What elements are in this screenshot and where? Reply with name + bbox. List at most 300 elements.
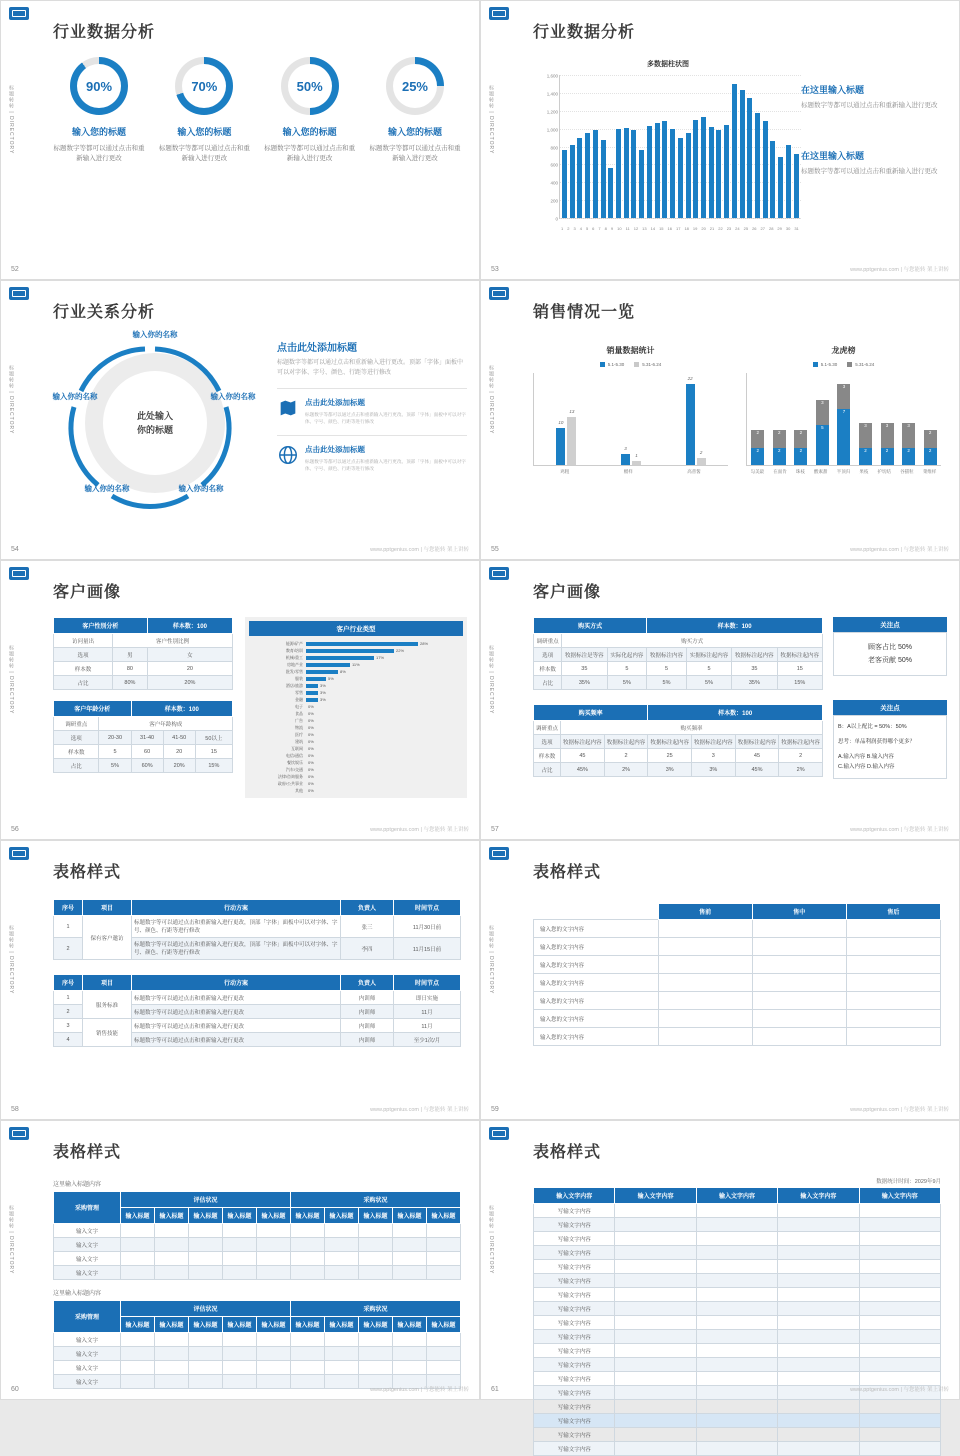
table-cell: 标题数字等可以通过点击和重新输入进行更改: [132, 1005, 341, 1019]
bar: [670, 129, 675, 218]
bar: [763, 121, 768, 218]
table-cell: 11月15日前: [394, 938, 461, 960]
box-body: [833, 632, 947, 676]
table-cell: [223, 1224, 257, 1238]
bar: [306, 677, 326, 681]
column-subheader: 输入标题: [359, 1208, 393, 1224]
column-subheader: 输入标题: [325, 1208, 359, 1224]
table-cell: [615, 1246, 696, 1260]
table-cell: [393, 1333, 427, 1347]
column-header: 序号: [54, 975, 83, 991]
bar-value: 3%: [320, 683, 326, 688]
bar: [306, 649, 394, 653]
x-tick: 18: [684, 226, 689, 231]
table-cell: 15%: [195, 759, 232, 773]
box-title: 关注点: [833, 700, 947, 715]
table-header: 客户性别分析: [54, 618, 148, 634]
table-cell: [615, 1232, 696, 1246]
x-tick: 13: [642, 226, 647, 231]
table-cell: [121, 1361, 155, 1375]
bar: [306, 691, 318, 695]
table-cell: [291, 1252, 325, 1266]
column-header: 评估状况: [121, 1301, 291, 1317]
table-row: [534, 1204, 941, 1218]
column-header: 时间节点: [394, 975, 461, 991]
table-cell: [846, 1028, 940, 1046]
table-cell: [778, 1260, 859, 1274]
center-line-1: 此处输入: [136, 411, 173, 421]
bar-row: [249, 752, 463, 759]
table-cell: 5: [647, 662, 687, 676]
table-cell: 内训师: [341, 1033, 394, 1047]
table-cell: [859, 1316, 940, 1330]
bar-label: 餐饮娱乐: [287, 759, 303, 765]
page-title: 行业数据分析: [53, 24, 156, 41]
segment: 2: [924, 448, 937, 465]
segment: 3: [902, 423, 915, 448]
table-cell: [155, 1333, 189, 1347]
column-subheader: 输入标题: [257, 1317, 291, 1333]
table-cell: 牧据标注起内容: [561, 735, 605, 749]
bar-label: 能源/矿产: [285, 640, 303, 646]
page-title: 表格样式: [533, 1144, 602, 1161]
column-header: 售后: [846, 904, 940, 920]
donut-item: [264, 57, 356, 164]
segment: 2: [794, 430, 807, 447]
table-cell: 输入文字: [54, 1252, 121, 1266]
table-cell: [223, 1347, 257, 1361]
side-label: 标题转转 | DIRECTORY: [8, 85, 14, 155]
x-tick: 26: [752, 226, 757, 231]
block-heading: 在这里输入标题: [801, 151, 865, 161]
table-cell: [325, 1252, 359, 1266]
table-cell: 李四: [341, 938, 394, 960]
bar: 22: [686, 384, 695, 465]
bar-label: 零售: [295, 689, 303, 695]
table-cell: [696, 1232, 777, 1246]
page-title: 行业数据分析: [533, 24, 636, 41]
purchase-table: [53, 1191, 461, 1280]
table-row: [534, 1274, 941, 1288]
table-cell: 实据标注起内容: [686, 648, 731, 662]
table-cell: [859, 1358, 940, 1372]
tables-column: [53, 617, 233, 773]
table-cell: 35: [562, 662, 607, 676]
table-cell: [696, 1358, 777, 1372]
column-header: 售前: [658, 904, 752, 920]
x-tick: 20: [701, 226, 706, 231]
table-cell: 牧据标注起内容: [604, 735, 648, 749]
x-tick: 11: [625, 226, 630, 231]
horizontal-bars: [249, 640, 463, 794]
bar: 2: [697, 458, 706, 465]
segment: 2: [794, 448, 807, 465]
y-tick: 600: [550, 162, 558, 168]
x-tick: 27: [760, 226, 765, 231]
table-cell: 20%: [163, 759, 195, 773]
column-subheader: 输入标题: [155, 1208, 189, 1224]
bar-row: [249, 724, 463, 731]
bar-value: 0%: [308, 718, 314, 723]
table-cell: 3: [54, 1019, 83, 1033]
table-cell: [615, 1218, 696, 1232]
table-cell: [752, 992, 846, 1010]
bar: [306, 656, 374, 660]
y-tick: 0: [555, 216, 558, 222]
table-cell: [189, 1252, 223, 1266]
table-row: [534, 1330, 941, 1344]
table-cell: 11月: [394, 1019, 461, 1033]
bar-row: [249, 731, 463, 738]
x-tick: 31: [794, 226, 799, 231]
bar-value: 0%: [308, 725, 314, 730]
table-cell: [223, 1333, 257, 1347]
bar: 1: [632, 461, 641, 465]
slide-54: [0, 280, 480, 560]
bar-row: [249, 738, 463, 745]
table-cell: 60%: [131, 759, 163, 773]
donut-subtitle: 输入您的标题: [282, 127, 337, 137]
bar-value: 0%: [308, 781, 314, 786]
bar: 13: [567, 417, 576, 465]
table-cell: 输入您的文字内容: [534, 974, 659, 992]
table-cell: 内训师: [341, 1005, 394, 1019]
table-cell: [257, 1266, 291, 1280]
table-cell: 2%: [779, 763, 823, 777]
bar-row: [249, 689, 463, 696]
item-text: 标题数字等都可以通过点击和重新输入进行更改。顶部「字体」面板中可以对字体、字号、颜色、行距等进行修改: [305, 412, 466, 424]
action-table-1: [53, 899, 461, 960]
bar: [716, 130, 721, 218]
table-cell: 样本数: [534, 662, 562, 676]
stage-table: [533, 903, 941, 1046]
chart-ranking: [746, 345, 941, 475]
table-cell: [696, 1386, 777, 1400]
bar: [693, 120, 698, 218]
legend-entry: 5.1-5.30: [600, 362, 625, 367]
column-header: 时间节点: [394, 900, 461, 916]
table-cell: [359, 1266, 393, 1280]
table-cell: 牧据标注起内容: [732, 648, 777, 662]
x-tick: 5: [585, 226, 589, 231]
table-subheader: 访问量出: [54, 634, 113, 648]
page-title: 表格样式: [533, 864, 602, 881]
table-cell: [155, 1347, 189, 1361]
table-row: [54, 1238, 461, 1252]
table-cell: [859, 1372, 940, 1386]
bar-row: [249, 703, 463, 710]
table-cell: 牧据标注内容: [647, 648, 687, 662]
segment: 5: [816, 425, 829, 465]
table-cell: 输入您的文字内容: [534, 1010, 659, 1028]
table-cell: 张三: [341, 916, 394, 938]
bar-label: 广告: [295, 717, 303, 723]
table-cell: [658, 974, 752, 992]
x-tick: 22: [718, 226, 723, 231]
column-header: 售中: [752, 904, 846, 920]
slide-56: [0, 560, 480, 840]
table-cell: [359, 1333, 393, 1347]
table-cell: [189, 1347, 223, 1361]
segment: 3: [859, 423, 872, 448]
footer-text: www.pptgenius.com | 与您能转 架上讲转: [370, 1387, 469, 1393]
table-cell: 写输文字内容: [534, 1330, 615, 1344]
table-cell: 5: [607, 662, 647, 676]
table-cell: 占比: [54, 676, 113, 690]
page-title: 客户画像: [533, 584, 602, 601]
x-tick: 菜维样: [922, 469, 937, 474]
donut-subtitle: 输入您的标题: [71, 127, 126, 137]
table-cell: [846, 992, 940, 1010]
table-cell: 35%: [562, 676, 607, 690]
y-tick: 1,200: [546, 109, 558, 115]
table-row: [534, 1218, 941, 1232]
x-tick: 7: [598, 226, 601, 231]
segment: 2: [751, 448, 764, 465]
brand-logo-icon: [489, 1127, 509, 1140]
table-cell: 标题数字等可以通过点击和重新输入进行更改: [132, 1019, 341, 1033]
chart-legend: [746, 362, 941, 367]
bar: [732, 84, 737, 218]
x-tick: 谷猫粒: [900, 469, 914, 474]
y-tick: 1,000: [546, 127, 558, 133]
donut-chart: [281, 57, 339, 115]
box-title: 关注点: [833, 617, 947, 632]
table-cell: 31-40: [131, 731, 163, 745]
table-row: [534, 1316, 941, 1330]
side-label: 标题转转 | DIRECTORY: [488, 645, 494, 715]
segment: 3: [816, 400, 829, 425]
diagram-center: [103, 371, 207, 475]
donut-item: [369, 57, 461, 164]
slide-55: [480, 280, 960, 560]
bar-label: 电子: [295, 703, 303, 709]
x-tick: 榴样: [623, 469, 633, 474]
stacked-bar: [837, 384, 850, 465]
bar-label: 金融: [295, 696, 303, 702]
block-heading: 在这里输入标题: [801, 85, 865, 95]
bar: [647, 126, 652, 218]
segment: 7: [837, 409, 850, 465]
y-tick: 1,400: [546, 91, 558, 97]
table-cell: 输入文字: [54, 1333, 121, 1347]
table-cell: [155, 1224, 189, 1238]
column-header: 负责人: [341, 900, 394, 916]
x-tick: 珠枝: [795, 469, 805, 474]
x-tick: 15: [659, 226, 664, 231]
column-subheader: 输入标题: [393, 1317, 427, 1333]
table-cell: 选项: [54, 731, 99, 745]
table-cell: [427, 1252, 461, 1266]
column-header: 采购管理: [54, 1192, 121, 1224]
table-subheader: 调研重点: [534, 634, 562, 648]
page-number: 58: [11, 1106, 19, 1113]
table-cell: 80%: [112, 676, 147, 690]
table-cell: [859, 1400, 940, 1414]
column-subheader: 输入标题: [427, 1208, 461, 1224]
table-cell: 45%: [735, 763, 779, 777]
bar-label: 食品: [295, 710, 303, 716]
table-cell: [427, 1238, 461, 1252]
x-tick: 10: [617, 226, 622, 231]
table-row: [54, 1252, 461, 1266]
table-row: [54, 1347, 461, 1361]
globe-icon: [277, 444, 299, 466]
box-line: 思考：单品利润获得哪个更多？: [838, 739, 916, 745]
bar-label: 批发/零售: [285, 668, 303, 674]
column-subheader: 输入标题: [291, 1317, 325, 1333]
table-cell: [615, 1400, 696, 1414]
table-cell: [615, 1414, 696, 1428]
column-header: 评估状况: [121, 1192, 291, 1208]
table-cell: [658, 992, 752, 1010]
table-cell: [257, 1238, 291, 1252]
industry-chart: [245, 617, 467, 798]
table-cell: [325, 1375, 359, 1389]
table-cell: [223, 1238, 257, 1252]
footer-text: www.pptgenius.com | 与您能转 架上讲转: [370, 547, 469, 553]
node-label: 输入你的名称: [178, 484, 224, 493]
y-tick: 200: [550, 198, 558, 204]
table-cell: [615, 1288, 696, 1302]
table-cell: [257, 1347, 291, 1361]
table-cell: [427, 1333, 461, 1347]
table-cell: [291, 1266, 325, 1280]
cycle-diagram: [45, 330, 256, 533]
bar: [662, 121, 667, 218]
chart-plot-area: [546, 73, 801, 222]
purchase-table: [53, 1300, 461, 1389]
x-tick: 勾美最: [750, 469, 765, 474]
table-cell: 15: [195, 745, 232, 759]
table-row: [534, 1028, 941, 1046]
footer-text: www.pptgenius.com | 与您能转 架上讲转: [370, 1107, 469, 1113]
table-cell: [615, 1358, 696, 1372]
table-cell: 80: [112, 662, 147, 676]
table-cell: [778, 1428, 859, 1442]
table-header: 客户年龄分析: [54, 701, 132, 717]
bar-value: 0%: [308, 753, 314, 758]
slide-52: [0, 0, 480, 280]
x-tick: 酸素甜: [814, 469, 828, 474]
gender-table: [53, 617, 233, 690]
table-cell: 选项: [54, 648, 113, 662]
bar-value: 0%: [308, 788, 314, 793]
table-cell: 写输文字内容: [534, 1316, 615, 1330]
table-cell: 11月30日前: [394, 916, 461, 938]
donut-subtitle: 输入您的标题: [177, 127, 232, 137]
bar: 3: [621, 454, 630, 465]
page-title: 表格样式: [53, 864, 122, 881]
table-cell: 20: [163, 745, 195, 759]
table-cell: 实际化起内容: [607, 648, 647, 662]
table-cell: [155, 1266, 189, 1280]
table-cell: 输入您的文字内容: [534, 992, 659, 1010]
table-cell: 写输文字内容: [534, 1344, 615, 1358]
column-header: 输入文字内容: [859, 1188, 940, 1204]
bar: [624, 128, 629, 218]
item-heading: 点击此处添加标题: [305, 445, 365, 454]
column-subheader: 输入标题: [121, 1208, 155, 1224]
table-cell: [696, 1218, 777, 1232]
brand-logo-icon: [9, 567, 29, 580]
stacked-bar: [859, 423, 872, 465]
table-subheader: 购买频率: [561, 721, 823, 735]
purchase-frequency-table: [533, 704, 823, 777]
table-cell: [778, 1330, 859, 1344]
table-cell: [427, 1266, 461, 1280]
table-cell: 样本数: [54, 745, 99, 759]
bar-row: [249, 675, 463, 682]
table-cell: [291, 1347, 325, 1361]
legend-entry: 5.1-5.30: [813, 362, 838, 367]
table-subheader: 购买方式: [562, 634, 823, 648]
table-cell: [752, 974, 846, 992]
page-title: 销售情况一览: [533, 304, 636, 321]
table-cell: 标题数字等可以通过点击和重新输入进行更改: [132, 991, 341, 1005]
table-cell: 写输文字内容: [534, 1246, 615, 1260]
feature-item: [277, 435, 467, 472]
table-cell: 输入您的文字内容: [534, 938, 659, 956]
bar-row: [249, 717, 463, 724]
footer-text: www.pptgenius.com | 与您能转 架上讲转: [850, 547, 949, 553]
bar: [577, 138, 582, 218]
table-header: 样本数：100: [131, 701, 232, 717]
table-cell: [291, 1238, 325, 1252]
side-label: 标题转转 | DIRECTORY: [8, 645, 14, 715]
segment: 2: [859, 448, 872, 465]
table-cell: [325, 1333, 359, 1347]
bar: [770, 141, 775, 218]
table-cell: [859, 1302, 940, 1316]
bar-group: [686, 373, 706, 465]
table-cell: [778, 1386, 859, 1400]
donut-chart: [386, 57, 444, 115]
table-cell: 女: [147, 648, 232, 662]
table-cell: [615, 1204, 696, 1218]
x-tick: 护切结: [877, 469, 892, 474]
slide-60: [0, 1120, 480, 1400]
stacked-bar: [924, 430, 937, 465]
stacked-bar: [881, 423, 894, 465]
table-cell: 写输文字内容: [534, 1358, 615, 1372]
x-tick: 6: [592, 226, 595, 231]
table-cell: [121, 1333, 155, 1347]
table-row: [54, 1019, 461, 1033]
bar: [794, 154, 799, 218]
table-cell: [615, 1428, 696, 1442]
brand-logo-icon: [9, 1127, 29, 1140]
table-cell: [189, 1333, 223, 1347]
x-tick: 9: [610, 226, 614, 231]
table-cell: [696, 1372, 777, 1386]
bar-row: [249, 710, 463, 717]
table-cell: 占比: [534, 676, 562, 690]
table-cell: [778, 1302, 859, 1316]
table-cell: 牧据标注起内容: [779, 735, 823, 749]
table-cell: [859, 1442, 940, 1456]
text-block: [801, 149, 941, 177]
table-row: [534, 1372, 941, 1386]
table-cell: 5%: [607, 676, 647, 690]
x-tick: 2: [567, 226, 570, 231]
stacked-bar: [902, 423, 915, 465]
legend-entry: 5.31-6.24: [634, 362, 661, 367]
table-cell: [121, 1266, 155, 1280]
bar-value: 0%: [308, 732, 314, 737]
bar-chart: [533, 59, 803, 239]
block-text: 标题数字等都可以通过点击和重新输入进行更改: [801, 168, 938, 175]
